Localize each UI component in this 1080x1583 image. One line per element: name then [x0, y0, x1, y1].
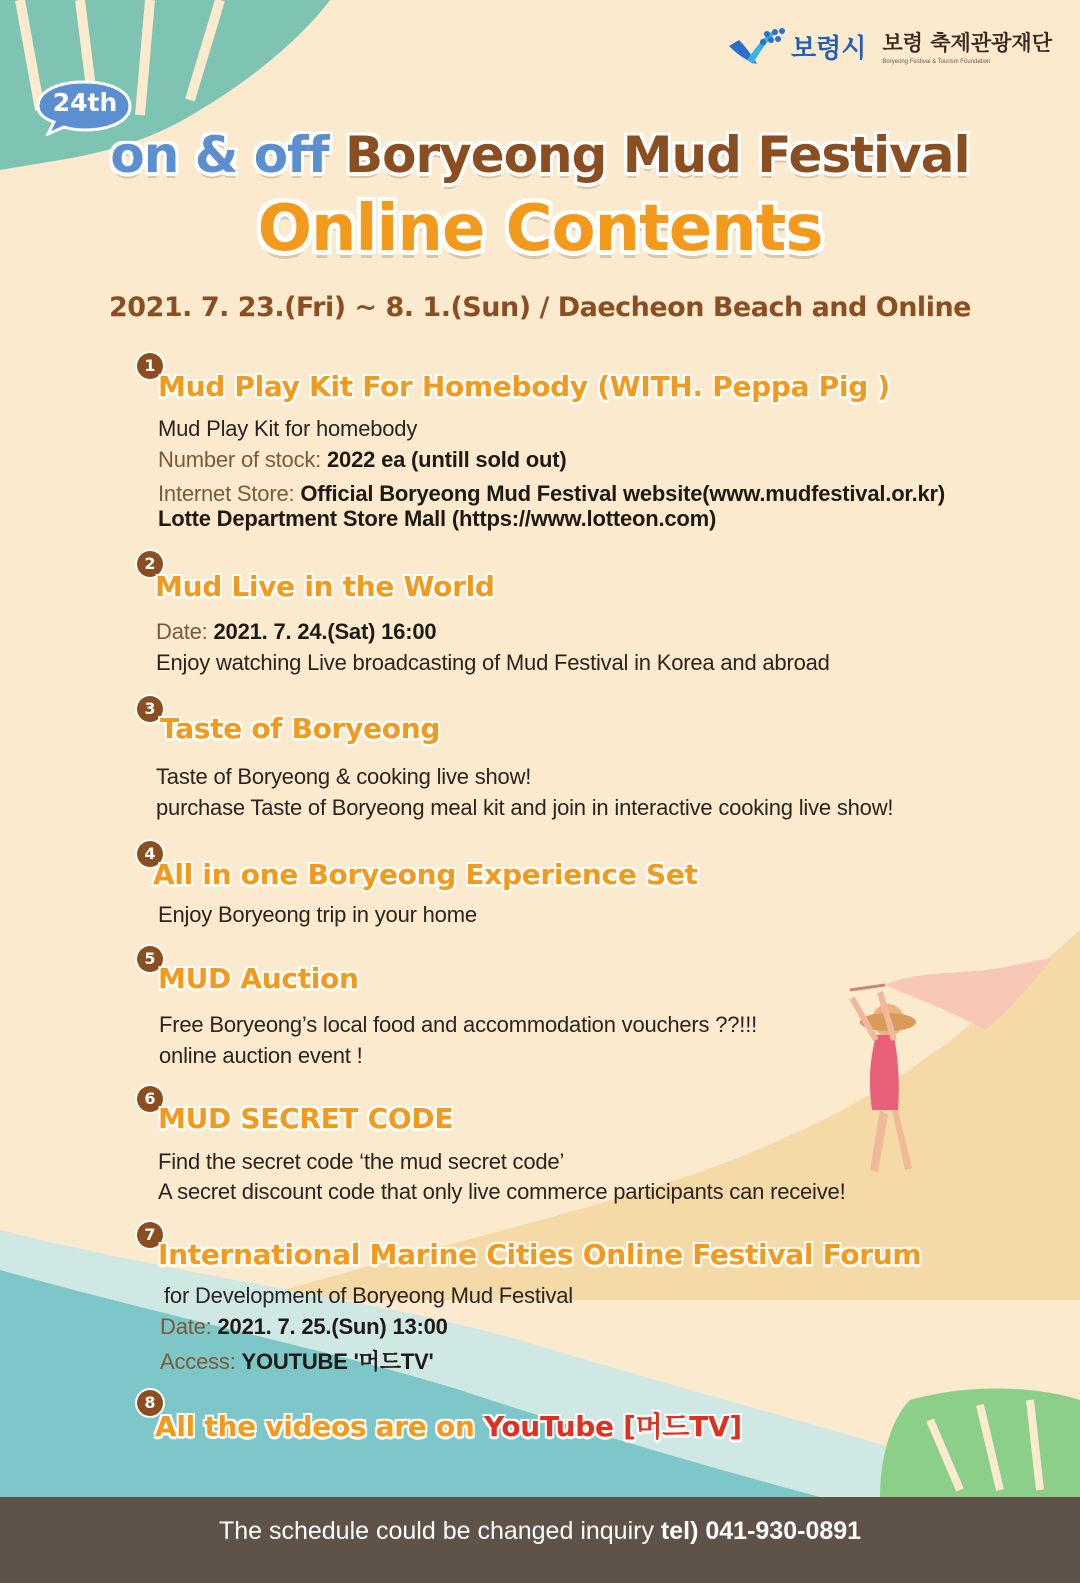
- section-1-desc: Mud Play Kit for homebody: [158, 416, 418, 441]
- section-5-desc-2: online auction event !: [159, 1043, 363, 1068]
- section-3-desc-2: purchase Taste of Boryeong meal kit and join in interactive cooking live show!: [156, 795, 894, 820]
- date-label: Date:: [160, 1314, 212, 1339]
- section-3-title: Taste of Boryeong: [160, 712, 441, 745]
- access-label: Access:: [160, 1349, 236, 1374]
- section-2-desc: Enjoy watching Live broadcasting of Mud Festival in Korea and abroad: [156, 650, 830, 675]
- main-title: [0, 126, 1080, 184]
- subtitle-online-contents: Online Contents: [257, 192, 823, 266]
- edition-badge: 24th: [52, 88, 118, 117]
- section-8-title: [155, 1405, 742, 1445]
- foundation-name-en: Boryeong Festival & Tourism Foundation: [882, 59, 991, 65]
- section-5-title: MUD Auction: [158, 962, 359, 995]
- section-4-number: 4: [137, 841, 163, 867]
- store-value: Official Boryeong Mud Festival website(www.mudfestival.or.kr): [300, 481, 946, 506]
- section-1-title: Mud Play Kit For Homebody (WITH. Peppa Pig ): [158, 370, 890, 403]
- section-8-title-text: All the videos are on: [155, 1410, 475, 1443]
- title-festival-name: Boryeong Mud Festival: [345, 126, 970, 184]
- section-3-number: 3: [137, 696, 163, 722]
- footer-phone: tel) 041-930-0891: [660, 1517, 862, 1545]
- section-5-desc-1: Free Boryeong’s local food and accommodation vouchers ??!!!: [159, 1012, 758, 1037]
- section-4-desc: Enjoy Boryeong trip in your home: [158, 902, 477, 927]
- section-1-stock: [158, 447, 567, 473]
- section-6-desc-1: Find the secret code ‘the mud secret code’: [158, 1149, 565, 1174]
- stock-value: 2022 ea (untill sold out): [327, 447, 567, 472]
- event-dates: 2021. 7. 23.(Fri) ~ 8. 1.(Sun) / Daecheon Beach and Online: [109, 292, 971, 323]
- footer-note: The schedule could be changed inquiry: [218, 1517, 654, 1545]
- city-emblem-icon: [727, 26, 785, 66]
- section-3-desc-1: Taste of Boryeong & cooking live show!: [156, 764, 532, 789]
- stock-label: Number of stock:: [158, 447, 322, 472]
- access-value: YOUTUBE '머드TV': [241, 1349, 434, 1374]
- boryeong-city-logo: [727, 26, 866, 66]
- section-5-number: 5: [137, 946, 163, 972]
- date-label: Date:: [156, 619, 208, 644]
- section-2-number: 2: [137, 551, 163, 577]
- section-1-store-2: [158, 506, 716, 532]
- title-on-off: on & off: [110, 126, 329, 184]
- date-value: 2021. 7. 25.(Sun) 13:00: [217, 1314, 448, 1339]
- section-2-title: Mud Live in the World: [155, 570, 495, 603]
- section-6-desc-2: A secret discount code that only live commerce participants can receive!: [158, 1179, 846, 1204]
- section-2-date: [156, 619, 436, 645]
- footer-inquiry: [0, 1517, 1080, 1546]
- date-value: 2021. 7. 24.(Sat) 16:00: [213, 619, 437, 644]
- section-8-number: 8: [137, 1390, 163, 1416]
- section-1-store: [158, 481, 945, 507]
- section-7-number: 7: [137, 1222, 163, 1248]
- section-7-date: [160, 1314, 448, 1340]
- foundation-name: 보령 축제관광재단: [882, 31, 1052, 55]
- section-6-title: MUD SECRET CODE: [158, 1102, 454, 1135]
- store-value-2: Lotte Department Store Mall (https://www.lotteon.com): [158, 506, 717, 531]
- store-label: Internet Store:: [158, 481, 295, 506]
- section-7-access: [160, 1345, 434, 1376]
- foundation-logo: [882, 27, 1052, 65]
- section-1-number: 1: [137, 353, 163, 379]
- city-name: 보령시: [791, 33, 867, 64]
- palm-leaf-bottom-right: [880, 1388, 1080, 1497]
- youtube-channel-text: YouTube [머드TV]: [483, 1410, 742, 1443]
- section-6-number: 6: [137, 1086, 163, 1112]
- section-7-desc: for Development of Boryeong Mud Festival: [164, 1283, 573, 1308]
- section-4-title: All in one Boryeong Experience Set: [153, 858, 698, 891]
- header-logos: [727, 26, 1052, 66]
- section-7-title: International Marine Cities Online Festival Forum: [158, 1238, 922, 1271]
